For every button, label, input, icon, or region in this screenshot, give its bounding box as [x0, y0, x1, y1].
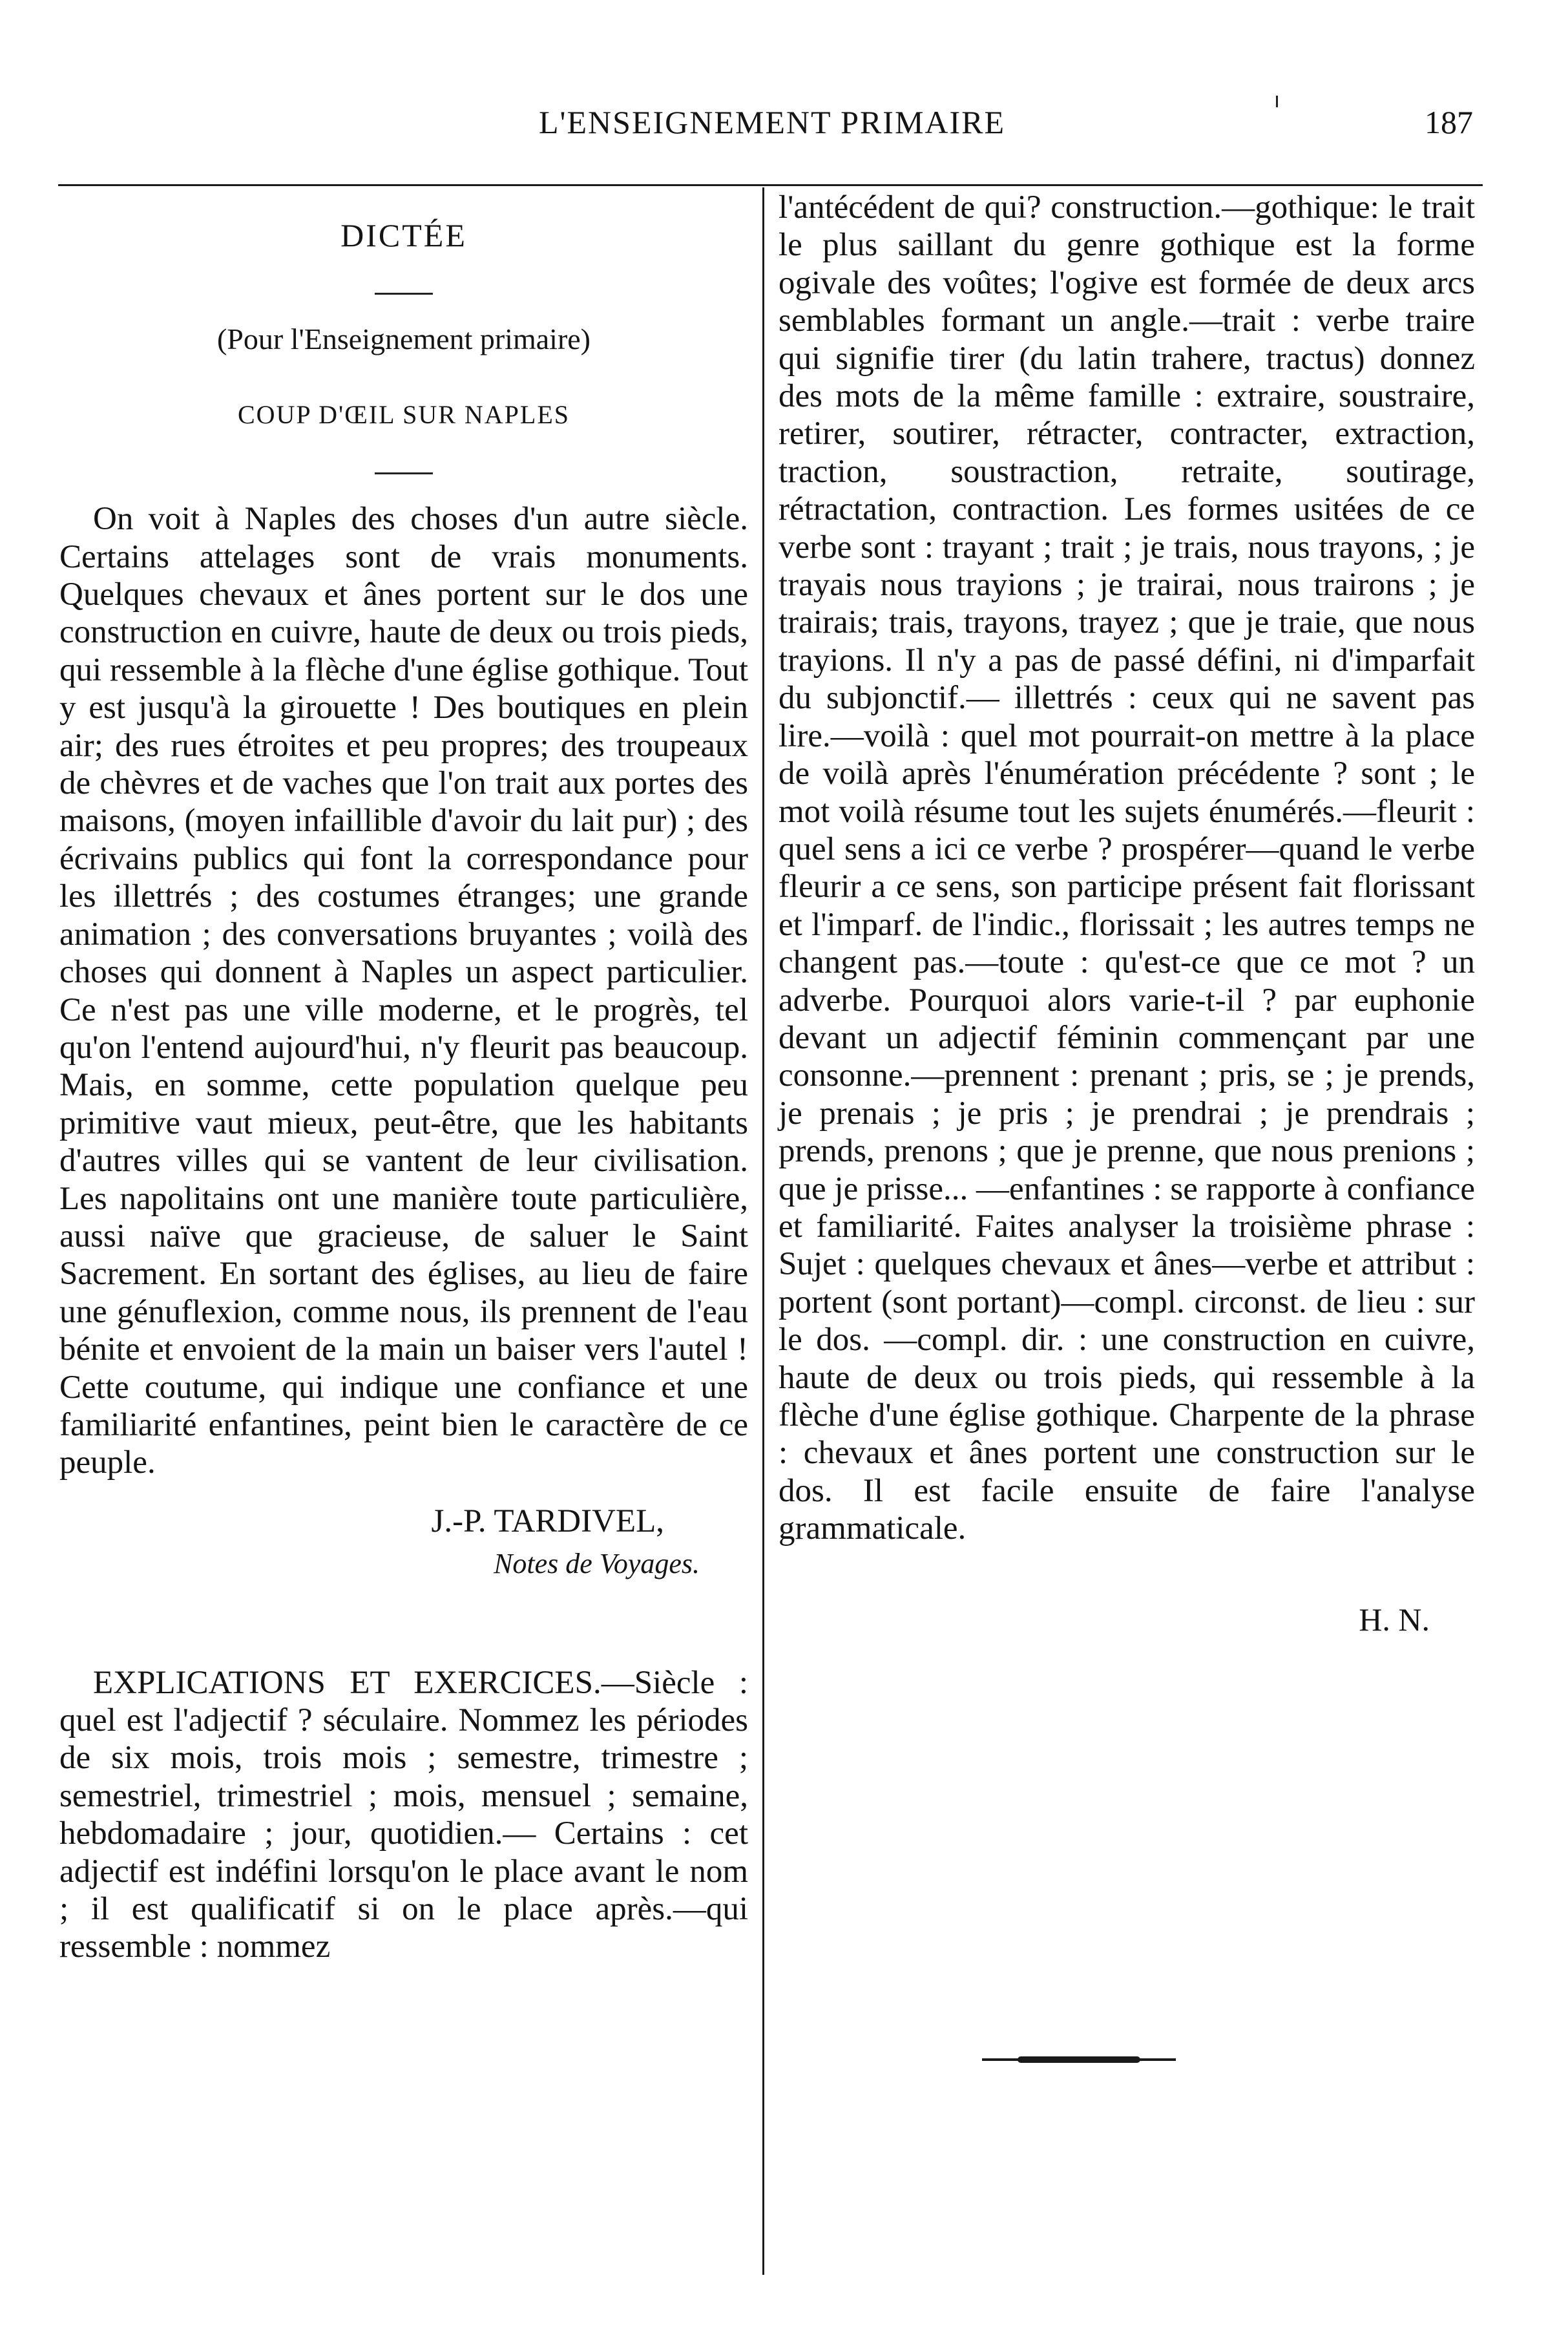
- dictee-subtitle: COUP D'ŒIL SUR NAPLES: [237, 399, 570, 429]
- header-rule: [58, 184, 1483, 186]
- explications-text: EXPLICATIONS ET EXERCICES.—Siècle : quel est l'adjectif ? séculaire. Nommez les périodes de six mois, trois mois ; semestre, trimestre ; semestriel, trimestriel ; mois, mensuel ; semaine, hebdomadaire ; jour, quotidien.— Certains : cet adjectif est indéfini lorsqu'on le place avant le nom ; il est qualificatif si on le place après.—qui ressemble : nommez: [59, 1664, 748, 1965]
- left-column: [59, 191, 748, 1966]
- explications-continued: l'antécédent de qui? construction.—gothique: le trait le plus saillant du genre gothique est la forme ogivale des voûtes; l'ogive est formée de deux arcs semblables formant un angle.—trait : verbe traire qui signifie tirer (du latin trahere, tractus) donnez des mots de la même famille : extraire, soustraire, retirer, soutirer, rétracter, contracter, extraction, traction, soustraction, retraite, soutirage, rétractation, contraction. Les formes usitées de ce verbe sont : trayant ; trait ; je trais, nous trayons, ; je trayais nous trayions ; je trairai, nous trairons ; je trairais; trais, trayons, trayez ; que je traie, que nous trayions. Il n'y a pas de passé défini, ni d'imparfait du subjonctif.— illettrés : ceux qui ne savent pas lire.—voilà : quel mot pourrait-on mettre à la place de voilà après l'énumération précédente ? sont ; le mot voilà résume tout les sujets énumérés.—fleurit : quel sens a ici ce verbe ? prospérer—quand le verbe fleurir a ce sens, son participe présent fait florissant et l'imparf. de l'indic., florissait ; les autres temps ne changent pas.—toute : qu'est-ce que ce mot ? un adverbe. Pourquoi alors varie-t-il ? par euphonie devant un adjectif féminin commençant par une consonne.—prennent : prenant ; pris, se ; je prends, je prenais ; je pris ; je prendrai ; je prendrais ; prends, prenons ; que je prenne, que nous prenions ; que je prisse... —enfantines : se rapporte à confiance et familiarité. Faites analyser la troisième phrase : Sujet : quelques chevaux et ânes—verbe et attribut : portent (sont portant)—compl. circonst. de lieu : sur le dos. —compl. dir. : une construction en cuivre, haute de deux ou trois pieds, qui ressemble à la flèche d'une église gothique. Charpente de la phrase : chevaux et ânes portent une construction sur le dos. Il est facile ensuite de faire l'analyse grammaticale.: [779, 189, 1475, 1547]
- running-title: L'ENSEIGNEMENT PRIMAIRE: [538, 104, 1006, 140]
- dictee-text: On voit à Naples des choses d'un autre siècle. Certains attelages sont de vrais monuments. Quelques chevaux et ânes portent sur le dos une construction en cuivre, haute de deux ou trois pieds, qui ressemble à la flèche d'une église gothique. Tout y est jusqu'à la girouette ! Des boutiques en plein air; des rues étroites et peu propres; des troupeaux de chèvres et de vaches que l'on trait aux portes des maisons, (moyen infaillible d'avoir du lait pur) ; des écrivains publics qui font la correspondance pour les illettrés ; des costumes étranges; une grande animation ; des conversations bruyantes ; voilà des choses qui donnent à Naples un aspect particulier. Ce n'est pas une ville moderne, et le progrès, tel qu'on l'entend aujourd'hui, n'y fleurit pas beaucoup. Mais, en somme, cette population quelque peu primitive vaut mieux, peut-être, que les habitants d'autres villes qui se vantent de leur civilisation. Les napolitains ont une manière toute particulière, aussi naïve que gracieuse, de saluer le Saint Sacrement. En sortant des églises, au lieu de faire une génuflexion, comme nous, ils prennent de l'eau bénite et envoient de la main un baiser vers l'autel ! Cette coutume, qui indique une confiance et une familiarité enfantines, peint bien le caractère de ce peuple.: [59, 501, 748, 1481]
- page-header: [58, 97, 1486, 155]
- title-dash: [375, 293, 433, 295]
- ornament-bold: [1018, 2056, 1140, 2063]
- right-column: [779, 189, 1475, 1638]
- end-ornament: [982, 2055, 1176, 2064]
- author-name: J.-P. TARDIVEL,: [431, 1503, 664, 1539]
- column-divider: [762, 187, 764, 2275]
- page-number: 187: [1425, 104, 1473, 140]
- author-initials: H. N.: [1359, 1601, 1430, 1638]
- dictee-title: DICTÉE: [340, 217, 467, 253]
- source-title: Notes de Voyages.: [494, 1548, 700, 1580]
- source-note: (Pour l'Enseignement primaire): [216, 322, 591, 356]
- subtitle-dash: [375, 472, 433, 474]
